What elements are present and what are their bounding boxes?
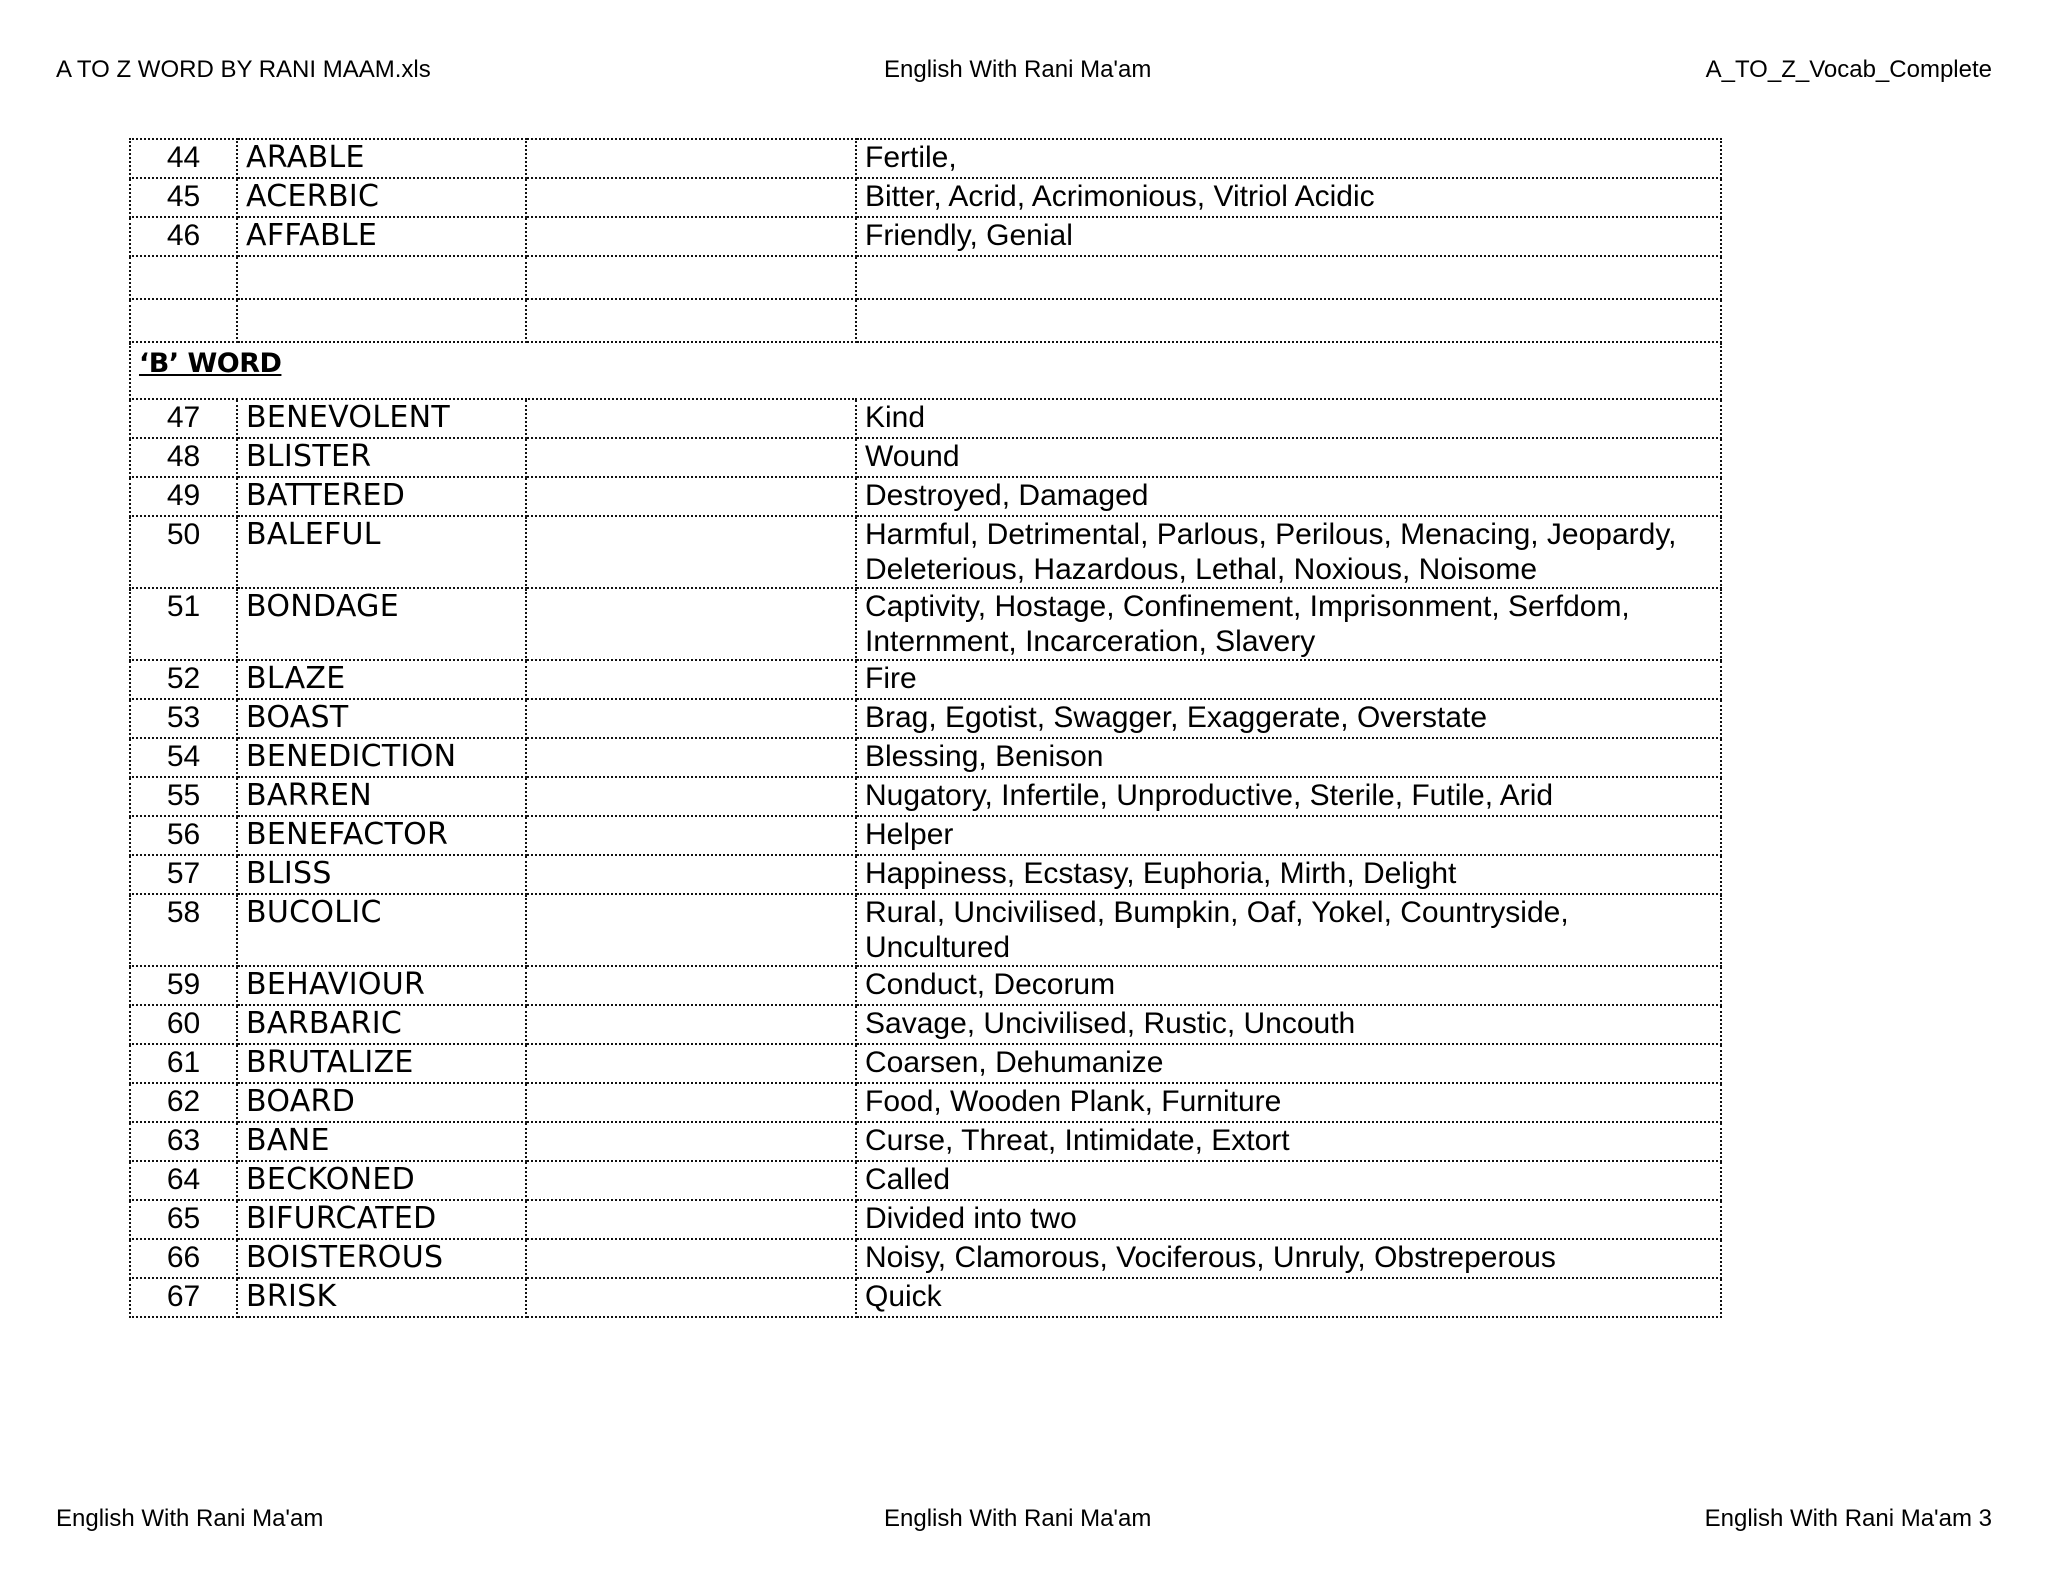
table-row xyxy=(130,1122,1721,1161)
word-meaning: Conduct, Decorum xyxy=(856,966,1721,1005)
header-sheet-name: A_TO_Z_Vocab_Complete xyxy=(1705,56,1992,83)
empty-cell xyxy=(526,1122,856,1161)
vocab-word: BLAZE xyxy=(237,660,526,699)
row-number: 48 xyxy=(130,438,237,477)
empty-cell xyxy=(526,855,856,894)
empty-cell xyxy=(526,438,856,477)
vocab-word: BARREN xyxy=(237,777,526,816)
row-number: 55 xyxy=(130,777,237,816)
row-number: 49 xyxy=(130,477,237,516)
table-row xyxy=(130,1083,1721,1122)
word-meaning: Harmful, Detrimental, Parlous, Perilous, Menacing, Jeopardy, Deleterious, Hazardous, Lethal, Noxious, Noisome xyxy=(856,516,1721,588)
section-row xyxy=(130,342,1721,399)
vocab-word: BECKONED xyxy=(237,1161,526,1200)
word-meaning: Fire xyxy=(856,660,1721,699)
vocab-word: BRISK xyxy=(237,1278,526,1317)
empty-cell xyxy=(526,588,856,660)
empty-cell xyxy=(526,399,856,438)
word-meaning: Brag, Egotist, Swagger, Exaggerate, Overstate xyxy=(856,699,1721,738)
word-meaning: Savage, Uncivilised, Rustic, Uncouth xyxy=(856,1005,1721,1044)
row-number: 50 xyxy=(130,516,237,588)
row-number: 63 xyxy=(130,1122,237,1161)
empty-cell xyxy=(526,1161,856,1200)
vocab-table xyxy=(129,138,1722,1318)
vocab-word: BLISTER xyxy=(237,438,526,477)
row-number: 45 xyxy=(130,178,237,217)
word-meaning: Bitter, Acrid, Acrimonious, Vitriol Acidic xyxy=(856,178,1721,217)
footer-center: English With Rani Ma'am xyxy=(884,1505,1152,1532)
section-title-b: ‘B’ WORD xyxy=(139,348,282,379)
word-meaning: Divided into two xyxy=(856,1200,1721,1239)
empty-cell xyxy=(526,777,856,816)
word-meaning: Noisy, Clamorous, Vociferous, Unruly, Obstreperous xyxy=(856,1239,1721,1278)
section-b-header xyxy=(130,342,1721,399)
vocab-word: ARABLE xyxy=(237,139,526,178)
word-meaning: Quick xyxy=(856,1278,1721,1317)
vocab-word: ACERBIC xyxy=(237,178,526,217)
table-row xyxy=(130,1278,1721,1317)
table-row xyxy=(130,1200,1721,1239)
row-number: 56 xyxy=(130,816,237,855)
word-meaning: Curse, Threat, Intimidate, Extort xyxy=(856,1122,1721,1161)
row-number: 66 xyxy=(130,1239,237,1278)
word-meaning: Captivity, Hostage, Confinement, Imprisonment, Serfdom, Internment, Incarceration, Slavery xyxy=(856,588,1721,660)
word-meaning: Food, Wooden Plank, Furniture xyxy=(856,1083,1721,1122)
table-row xyxy=(130,399,1721,438)
table-row xyxy=(130,1239,1721,1278)
word-meaning: Coarsen, Dehumanize xyxy=(856,1044,1721,1083)
row-number: 54 xyxy=(130,738,237,777)
empty-cell xyxy=(526,738,856,777)
vocab-word: BIFURCATED xyxy=(237,1200,526,1239)
empty-cell xyxy=(526,1005,856,1044)
vocab-word: BUCOLIC xyxy=(237,894,526,966)
empty-cell xyxy=(526,217,856,256)
row-number: 58 xyxy=(130,894,237,966)
table-row xyxy=(130,516,1721,588)
row-number: 57 xyxy=(130,855,237,894)
row-number: 67 xyxy=(130,1278,237,1317)
vocab-word: BANE xyxy=(237,1122,526,1161)
empty-cell xyxy=(526,516,856,588)
vocab-word: BOISTEROUS xyxy=(237,1239,526,1278)
table-row xyxy=(130,855,1721,894)
empty-cell xyxy=(526,894,856,966)
table-row xyxy=(130,139,1721,178)
b-words-body xyxy=(130,399,1721,1317)
word-meaning: Wound xyxy=(856,438,1721,477)
vocab-word: BALEFUL xyxy=(237,516,526,588)
row-number: 44 xyxy=(130,139,237,178)
empty-cell xyxy=(526,816,856,855)
empty-cell xyxy=(526,477,856,516)
row-number: 64 xyxy=(130,1161,237,1200)
row-number: 46 xyxy=(130,217,237,256)
vocab-word: BRUTALIZE xyxy=(237,1044,526,1083)
table-row xyxy=(130,1044,1721,1083)
vocab-word: BENEVOLENT xyxy=(237,399,526,438)
footer-left: English With Rani Ma'am xyxy=(56,1505,324,1532)
empty-cell xyxy=(526,178,856,217)
row-number: 61 xyxy=(130,1044,237,1083)
word-meaning: Fertile, xyxy=(856,139,1721,178)
vocab-word: BEHAVIOUR xyxy=(237,966,526,1005)
word-meaning: Blessing, Benison xyxy=(856,738,1721,777)
row-number: 59 xyxy=(130,966,237,1005)
table-row xyxy=(130,438,1721,477)
word-meaning: Called xyxy=(856,1161,1721,1200)
row-number: 53 xyxy=(130,699,237,738)
word-meaning: Destroyed, Damaged xyxy=(856,477,1721,516)
table-row xyxy=(130,178,1721,217)
row-number: 51 xyxy=(130,588,237,660)
table-row xyxy=(130,1005,1721,1044)
vocab-word: BATTERED xyxy=(237,477,526,516)
header-filename: A TO Z WORD BY RANI MAAM.xls xyxy=(56,56,431,83)
row-number: 65 xyxy=(130,1200,237,1239)
vocab-word: BONDAGE xyxy=(237,588,526,660)
table-row xyxy=(130,1161,1721,1200)
blank-rows xyxy=(130,256,1721,342)
table-row xyxy=(130,894,1721,966)
empty-cell xyxy=(526,966,856,1005)
vocab-word: AFFABLE xyxy=(237,217,526,256)
table-row xyxy=(130,699,1721,738)
word-meaning: Nugatory, Infertile, Unproductive, Sterile, Futile, Arid xyxy=(856,777,1721,816)
table-row xyxy=(130,588,1721,660)
blank-row xyxy=(130,299,1721,342)
footer-right-page: English With Rani Ma'am 3 xyxy=(1704,1505,1992,1532)
row-number: 52 xyxy=(130,660,237,699)
empty-cell xyxy=(526,139,856,178)
table-row xyxy=(130,816,1721,855)
row-number: 62 xyxy=(130,1083,237,1122)
word-meaning: Happiness, Ecstasy, Euphoria, Mirth, Delight xyxy=(856,855,1721,894)
vocab-word: BOARD xyxy=(237,1083,526,1122)
table-row xyxy=(130,966,1721,1005)
word-meaning: Rural, Uncivilised, Bumpkin, Oaf, Yokel, Countryside, Uncultured xyxy=(856,894,1721,966)
empty-cell xyxy=(526,699,856,738)
table-row xyxy=(130,477,1721,516)
table-row xyxy=(130,217,1721,256)
row-number: 60 xyxy=(130,1005,237,1044)
table-row xyxy=(130,777,1721,816)
a-words-body xyxy=(130,139,1721,256)
header-title: English With Rani Ma'am xyxy=(884,56,1152,83)
empty-cell xyxy=(526,660,856,699)
empty-cell xyxy=(526,1044,856,1083)
vocab-word: BLISS xyxy=(237,855,526,894)
word-meaning: Helper xyxy=(856,816,1721,855)
vocab-word: BENEDICTION xyxy=(237,738,526,777)
empty-cell xyxy=(526,1083,856,1122)
empty-cell xyxy=(526,1278,856,1317)
vocab-word: BENEFACTOR xyxy=(237,816,526,855)
word-meaning: Friendly, Genial xyxy=(856,217,1721,256)
blank-row xyxy=(130,256,1721,299)
table-row xyxy=(130,738,1721,777)
empty-cell xyxy=(526,1239,856,1278)
row-number: 47 xyxy=(130,399,237,438)
vocab-word: BOAST xyxy=(237,699,526,738)
table-row xyxy=(130,660,1721,699)
word-meaning: Kind xyxy=(856,399,1721,438)
vocab-word: BARBARIC xyxy=(237,1005,526,1044)
empty-cell xyxy=(526,1200,856,1239)
